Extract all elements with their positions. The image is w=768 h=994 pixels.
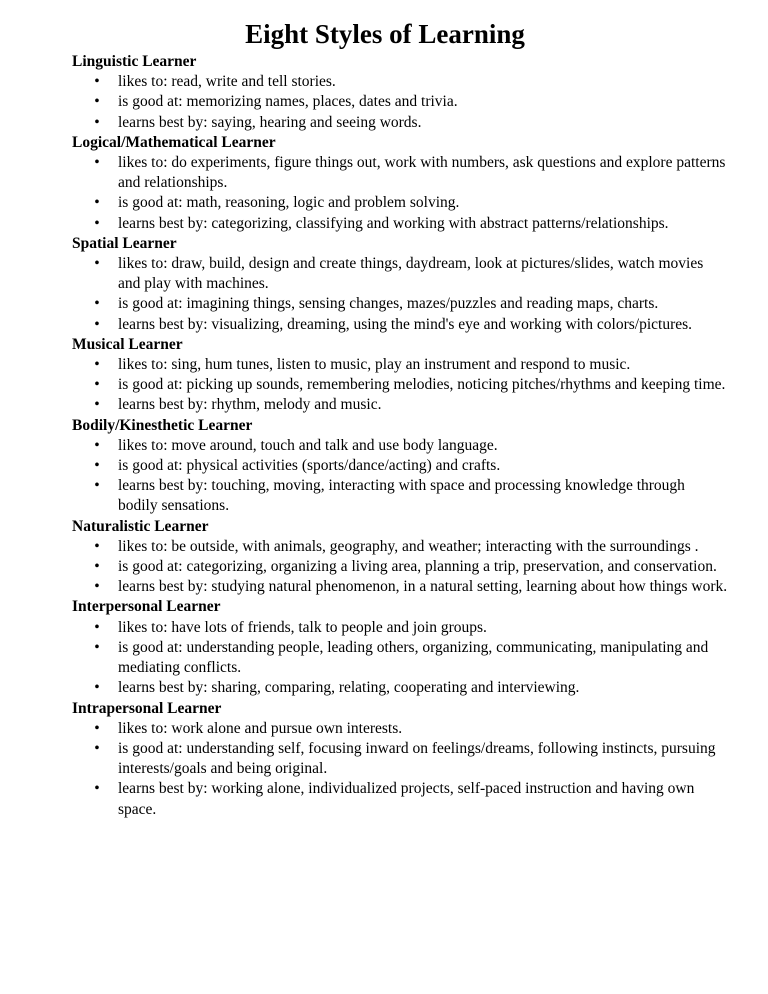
list-item [72, 476, 728, 516]
page-title: Eight Styles of Learning [245, 19, 525, 49]
section-heading: Interpersonal Learner [72, 598, 221, 616]
bullet-icon: • [94, 477, 100, 495]
bullet-icon: • [94, 739, 100, 757]
bullet-list [72, 355, 728, 416]
bullet-icon: • [94, 436, 100, 454]
list-item-text: likes to: be outside, with animals, geography, and weather; interacting with the surroundings . [118, 537, 699, 555]
bullet-icon: • [94, 679, 100, 697]
bullet-icon: • [94, 194, 100, 212]
bullet-list [72, 537, 728, 598]
bullet-list [72, 254, 728, 335]
list-item [72, 779, 728, 819]
list-item-text: likes to: draw, build, design and create things, daydream, look at pictures/slides, watch movies and play with machines. [118, 255, 704, 293]
section-heading: Spatial Learner [72, 234, 177, 252]
section-heading: Naturalistic Learner [72, 517, 209, 535]
list-item-text: learns best by: studying natural phenomenon, in a natural setting, learning about how things work. [118, 578, 728, 596]
list-item-text: is good at: understanding people, leading others, organizing, communicating, manipulating and mediating conflicts. [118, 638, 709, 677]
list-item-text: learns best by: rhythm, melody and music. [118, 396, 382, 414]
bullet-icon: • [94, 376, 100, 394]
list-item [72, 153, 728, 193]
bullet-icon: • [94, 93, 100, 111]
section-heading: Musical Learner [72, 335, 183, 353]
bullet-list [72, 153, 728, 234]
list-item-text: learns best by: touching, moving, interacting with space and processing knowledge through bodily sensations. [118, 477, 685, 515]
list-item [72, 355, 728, 375]
bullet-list [72, 618, 728, 699]
section-heading: Linguistic Learner [72, 53, 197, 70]
bullet-icon: • [94, 73, 100, 91]
list-item [72, 436, 728, 456]
bullet-icon: • [94, 780, 100, 798]
bullet-list [72, 436, 728, 517]
bullet-list [72, 72, 728, 133]
list-item [72, 375, 728, 395]
list-item [72, 719, 728, 739]
list-item [72, 678, 728, 698]
list-item-text: is good at: categorizing, organizing a living area, planning a trip, preservation, and conservation. [118, 558, 717, 576]
bullet-icon: • [94, 113, 100, 131]
bullet-icon: • [94, 396, 100, 414]
bullet-icon: • [94, 356, 100, 374]
bullet-icon: • [94, 719, 100, 737]
list-item-text: likes to: move around, touch and talk and use body language. [118, 436, 498, 454]
bullet-icon: • [94, 295, 100, 313]
bullet-icon: • [94, 154, 100, 172]
bullet-icon: • [94, 638, 100, 656]
list-item-text: learns best by: working alone, individualized projects, self-paced instruction and having own space. [118, 780, 695, 818]
list-item-text: is good at: understanding self, focusing inward on feelings/dreams, following instincts, pursuing interests/goals and being original. [118, 739, 716, 778]
list-item [72, 72, 728, 92]
bullet-icon: • [94, 457, 100, 475]
list-item-text: learns best by: sharing, comparing, relating, cooperating and interviewing. [118, 679, 580, 697]
list-item [72, 315, 728, 335]
list-item [72, 557, 728, 577]
list-item-text: likes to: read, write and tell stories. [118, 73, 336, 91]
list-item-text: is good at: picking up sounds, remembering melodies, noticing pitches/rhythms and keeping time. [118, 376, 726, 394]
list-item [72, 113, 728, 133]
bullet-icon: • [94, 537, 100, 555]
list-item-text: likes to: work alone and pursue own interests. [118, 719, 403, 737]
list-item-text: is good at: physical activities (sports/dance/acting) and crafts. [118, 457, 501, 475]
bullet-icon: • [94, 255, 100, 273]
list-item [72, 456, 728, 476]
list-item [72, 395, 728, 415]
list-item [72, 254, 728, 294]
list-item [72, 739, 728, 779]
list-item [72, 214, 728, 234]
list-item [72, 294, 728, 314]
list-item-text: learns best by: saying, hearing and seeing words. [118, 113, 422, 131]
list-item [72, 537, 728, 557]
list-item [72, 92, 728, 112]
list-item [72, 193, 728, 213]
list-item-text: learns best by: visualizing, dreaming, using the mind's eye and working with colors/pictures. [118, 315, 693, 333]
bullet-list [72, 719, 728, 820]
section-heading: Logical/Mathematical Learner [72, 133, 276, 151]
bullet-icon: • [94, 578, 100, 596]
list-item [72, 577, 728, 597]
list-item-text: is good at: imagining things, sensing changes, mazes/puzzles and reading maps, charts. [118, 295, 659, 313]
learning-styles-list [72, 52, 728, 820]
list-item-text: is good at: memorizing names, places, dates and trivia. [118, 93, 458, 111]
bullet-icon: • [94, 558, 100, 576]
section-heading: Bodily/Kinesthetic Learner [72, 416, 253, 434]
list-item-text: is good at: math, reasoning, logic and problem solving. [118, 194, 460, 212]
bullet-icon: • [94, 618, 100, 636]
bullet-icon: • [94, 315, 100, 333]
list-item-text: likes to: sing, hum tunes, listen to music, play an instrument and respond to music. [118, 356, 631, 374]
bullet-icon: • [94, 214, 100, 232]
list-item-text: learns best by: categorizing, classifying and working with abstract patterns/relationships. [118, 214, 669, 232]
section-heading: Intrapersonal Learner [72, 699, 222, 717]
list-item [72, 638, 728, 678]
list-item-text: likes to: have lots of friends, talk to people and join groups. [118, 618, 487, 636]
list-item [72, 618, 728, 638]
list-item-text: likes to: do experiments, figure things out, work with numbers, ask questions and explore patterns and relationships. [118, 154, 726, 192]
